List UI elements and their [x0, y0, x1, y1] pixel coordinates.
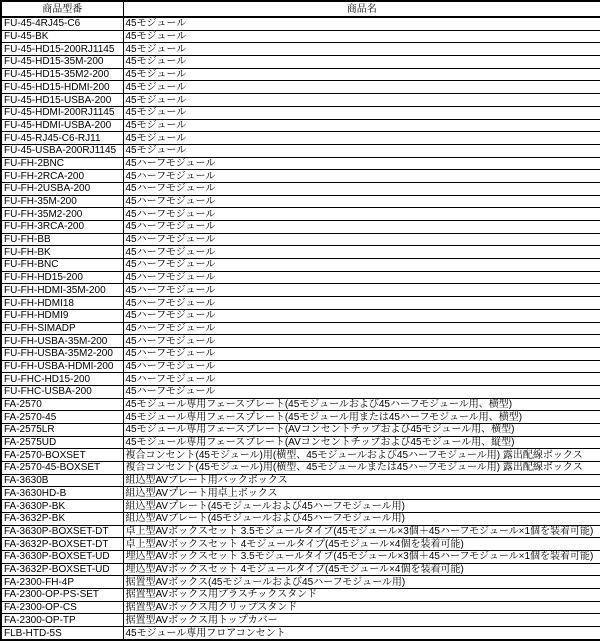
model-cell: FA-2575LR: [1, 424, 123, 437]
model-cell: FU-45-HD15-HDMI-200: [1, 81, 123, 94]
name-cell: 45ハーフモジュール: [123, 170, 600, 183]
name-cell: 45ハーフモジュール: [123, 271, 600, 284]
table-row: [1, 208, 600, 221]
table-row: [1, 360, 600, 373]
name-cell: 45モジュール: [123, 106, 600, 119]
name-cell: 45モジュール: [123, 68, 600, 81]
name-cell: 据置型AVボックス用クリップスタンド: [123, 601, 600, 614]
table-row: [1, 259, 600, 272]
model-cell: FU-45-HD15-USBA-200: [1, 94, 123, 107]
name-cell: 45ハーフモジュール: [123, 195, 600, 208]
name-cell: 45ハーフモジュール: [123, 157, 600, 170]
name-cell: 組込型AVプレート用卓上ボックス: [123, 487, 600, 500]
table-row: [1, 627, 600, 640]
model-cell: FU-FH-35M-200: [1, 195, 123, 208]
model-cell: FU-45-HDMI-200RJ1145: [1, 106, 123, 119]
table-row: [1, 94, 600, 107]
model-cell: FU-FH-BNC: [1, 259, 123, 272]
name-cell: 45モジュール専用フェースプレート(AVコンセントチップおよび45モジュール用、縦型): [123, 436, 600, 449]
name-cell: 45ハーフモジュール: [123, 297, 600, 310]
name-cell: 45モジュール: [123, 94, 600, 107]
model-cell: FU-45-USBA-200RJ1145: [1, 144, 123, 157]
model-cell: FA-3630P-BOXSET-DT: [1, 525, 123, 538]
model-cell: FA-2575UD: [1, 436, 123, 449]
name-cell: 45モジュール: [123, 81, 600, 94]
table-row: [1, 132, 600, 145]
model-cell: FU-FH-USBA-HDMI-200: [1, 360, 123, 373]
model-cell: FU-FH-3RCA-200: [1, 221, 123, 234]
table-row: [1, 601, 600, 614]
table-row: [1, 588, 600, 601]
table-row: [1, 449, 600, 462]
table-row: [1, 398, 600, 411]
name-cell: 据置型AVボックス用トップカバー: [123, 614, 600, 627]
table-row: [1, 550, 600, 563]
name-cell: 埋込型AVボックスセット 4モジュールタイプ(45モジュール×4個を装着可能): [123, 563, 600, 576]
table-row: [1, 297, 600, 310]
model-cell: FA-3630HD-B: [1, 487, 123, 500]
table-row: [1, 30, 600, 43]
model-cell: FU-FH-USBA-35M-200: [1, 335, 123, 348]
table-row: [1, 373, 600, 386]
name-cell: 据置型AVボックス用プラスチックスタンド: [123, 588, 600, 601]
name-cell: 45モジュール: [123, 144, 600, 157]
table-row: [1, 538, 600, 551]
name-cell: 複合コンセント(45モジュール)用(横型、45モジュールおよび45ハーフモジュール用) 露出配線ボックス: [123, 449, 600, 462]
model-cell: FU-FH-SIMADP: [1, 322, 123, 335]
name-cell: 卓上型AVボックスセット 4モジュールタイプ(45モジュール×4個を装着可能): [123, 538, 600, 551]
table-row: [1, 170, 600, 183]
table-row: [1, 322, 600, 335]
table-row: [1, 106, 600, 119]
col-header-model: 商品型番: [1, 1, 123, 17]
model-cell: FA-3632P-BK: [1, 512, 123, 525]
model-cell: FU-FH-BK: [1, 246, 123, 259]
model-cell: FU-45-HD15-200RJ1145: [1, 43, 123, 56]
table-row: [1, 385, 600, 398]
table-row: [1, 284, 600, 297]
model-cell: FU-FH-2USBA-200: [1, 182, 123, 195]
table-row: [1, 56, 600, 69]
name-cell: 45モジュール専用フェースプレート(45モジュール用または45ハーフモジュール用、横型): [123, 411, 600, 424]
name-cell: 45モジュール: [123, 119, 600, 132]
name-cell: 複合コンセント(45モジュール)用(横型、45モジュールまたは45ハーフモジュール用) 露出配線ボックス: [123, 462, 600, 475]
name-cell: 45モジュール: [123, 132, 600, 145]
table-row: [1, 144, 600, 157]
name-cell: 卓上型AVボックスセット 3.5モジュールタイプ(45モジュール×3個＋45ハーフモジュール×1個を装着可能): [123, 525, 600, 538]
name-cell: 45モジュール専用フェースプレート(AVコンセントチップおよび45モジュール用、横型): [123, 424, 600, 437]
name-cell: 組込型AVプレート(45モジュールおよび45ハーフモジュール用): [123, 512, 600, 525]
model-cell: FU-45-HD15-35M-200: [1, 56, 123, 69]
table-row: [1, 246, 600, 259]
model-cell: FU-45-4RJ45-C6: [1, 17, 123, 30]
name-cell: 45ハーフモジュール: [123, 373, 600, 386]
table-row: [1, 17, 600, 30]
table-row: [1, 43, 600, 56]
model-cell: FA-2570-45-BOXSET: [1, 462, 123, 475]
model-cell: FU-FH-HDMI18: [1, 297, 123, 310]
table-row: [1, 436, 600, 449]
name-cell: 45ハーフモジュール: [123, 182, 600, 195]
model-cell: FA-2300-OP-TP: [1, 614, 123, 627]
model-cell: FU-FH-HDMI-35M-200: [1, 284, 123, 297]
model-cell: FA-3632P-BOXSET-UD: [1, 563, 123, 576]
table-header: [1, 1, 600, 17]
table-row: [1, 411, 600, 424]
name-cell: 45ハーフモジュール: [123, 246, 600, 259]
col-header-name: 商品名: [123, 1, 600, 17]
model-cell: FA-2570: [1, 398, 123, 411]
model-cell: FU-FHC-USBA-200: [1, 385, 123, 398]
name-cell: 45モジュール専用フロアコンセント: [123, 627, 600, 640]
model-cell: FA-2570-45: [1, 411, 123, 424]
table-row: [1, 525, 600, 538]
model-cell: FU-45-BK: [1, 30, 123, 43]
name-cell: 45ハーフモジュール: [123, 360, 600, 373]
table-row: [1, 347, 600, 360]
model-cell: FA-3630P-BOXSET-UD: [1, 550, 123, 563]
name-cell: 45モジュール: [123, 43, 600, 56]
model-cell: FA-2300-FH-4P: [1, 576, 123, 589]
model-cell: FA-3630P-BK: [1, 500, 123, 513]
table-row: [1, 195, 600, 208]
model-cell: FU-45-HD15-35M2-200: [1, 68, 123, 81]
table-row: [1, 576, 600, 589]
model-cell: FU-FH-USBA-35M2-200: [1, 347, 123, 360]
table-row: [1, 487, 600, 500]
table-row: [1, 157, 600, 170]
model-cell: FA-2570-BOXSET: [1, 449, 123, 462]
model-cell: FA-3630B: [1, 474, 123, 487]
name-cell: 据置型AVボックス(45モジュールおよび45ハーフモジュール用): [123, 576, 600, 589]
table-row: [1, 182, 600, 195]
name-cell: 45ハーフモジュール: [123, 221, 600, 234]
name-cell: 組込型AVプレート(45モジュールおよび45ハーフモジュール用): [123, 500, 600, 513]
model-cell: FA-3632P-BOXSET-DT: [1, 538, 123, 551]
name-cell: 45ハーフモジュール: [123, 335, 600, 348]
table-row: [1, 512, 600, 525]
model-cell: FLB-HTD-5S: [1, 627, 123, 640]
model-cell: FU-FH-HDMI9: [1, 309, 123, 322]
model-cell: FU-45-HDMI-USBA-200: [1, 119, 123, 132]
model-cell: FA-2300-OP-CS: [1, 601, 123, 614]
name-cell: 埋込型AVボックスセット 3.5モジュールタイプ(45モジュール×3個＋45ハーフモジュール×1個を装着可能): [123, 550, 600, 563]
name-cell: 組込型AVプレート用バックボックス: [123, 474, 600, 487]
table-row: [1, 309, 600, 322]
model-cell: FU-FH-2RCA-200: [1, 170, 123, 183]
table-row: [1, 563, 600, 576]
name-cell: 45ハーフモジュール: [123, 347, 600, 360]
table-row: [1, 221, 600, 234]
table-row: [1, 424, 600, 437]
name-cell: 45ハーフモジュール: [123, 322, 600, 335]
name-cell: 45ハーフモジュール: [123, 233, 600, 246]
model-cell: FU-FH-35M2-200: [1, 208, 123, 221]
model-cell: FU-FH-HD15-200: [1, 271, 123, 284]
table-row: [1, 233, 600, 246]
model-cell: FU-FH-BB: [1, 233, 123, 246]
name-cell: 45モジュール: [123, 30, 600, 43]
model-cell: FU-45-RJ45-C6-RJ11: [1, 132, 123, 145]
name-cell: 45ハーフモジュール: [123, 208, 600, 221]
table-body: [1, 17, 600, 640]
name-cell: 45ハーフモジュール: [123, 385, 600, 398]
model-cell: FU-FHC-HD15-200: [1, 373, 123, 386]
model-cell: FU-FH-2BNC: [1, 157, 123, 170]
table-row: [1, 68, 600, 81]
name-cell: 45モジュール: [123, 56, 600, 69]
name-cell: 45ハーフモジュール: [123, 259, 600, 272]
header-row: [1, 1, 600, 17]
name-cell: 45モジュール専用フェースプレート(45モジュールおよび45ハーフモジュール用、横型): [123, 398, 600, 411]
model-cell: FA-2300-OP-PS-SET: [1, 588, 123, 601]
table-row: [1, 462, 600, 475]
name-cell: 45ハーフモジュール: [123, 284, 600, 297]
name-cell: 45ハーフモジュール: [123, 309, 600, 322]
table-row: [1, 474, 600, 487]
table-row: [1, 119, 600, 132]
table-row: [1, 271, 600, 284]
table-row: [1, 614, 600, 627]
table-row: [1, 500, 600, 513]
table-row: [1, 81, 600, 94]
table-row: [1, 335, 600, 348]
name-cell: 45モジュール: [123, 17, 600, 30]
